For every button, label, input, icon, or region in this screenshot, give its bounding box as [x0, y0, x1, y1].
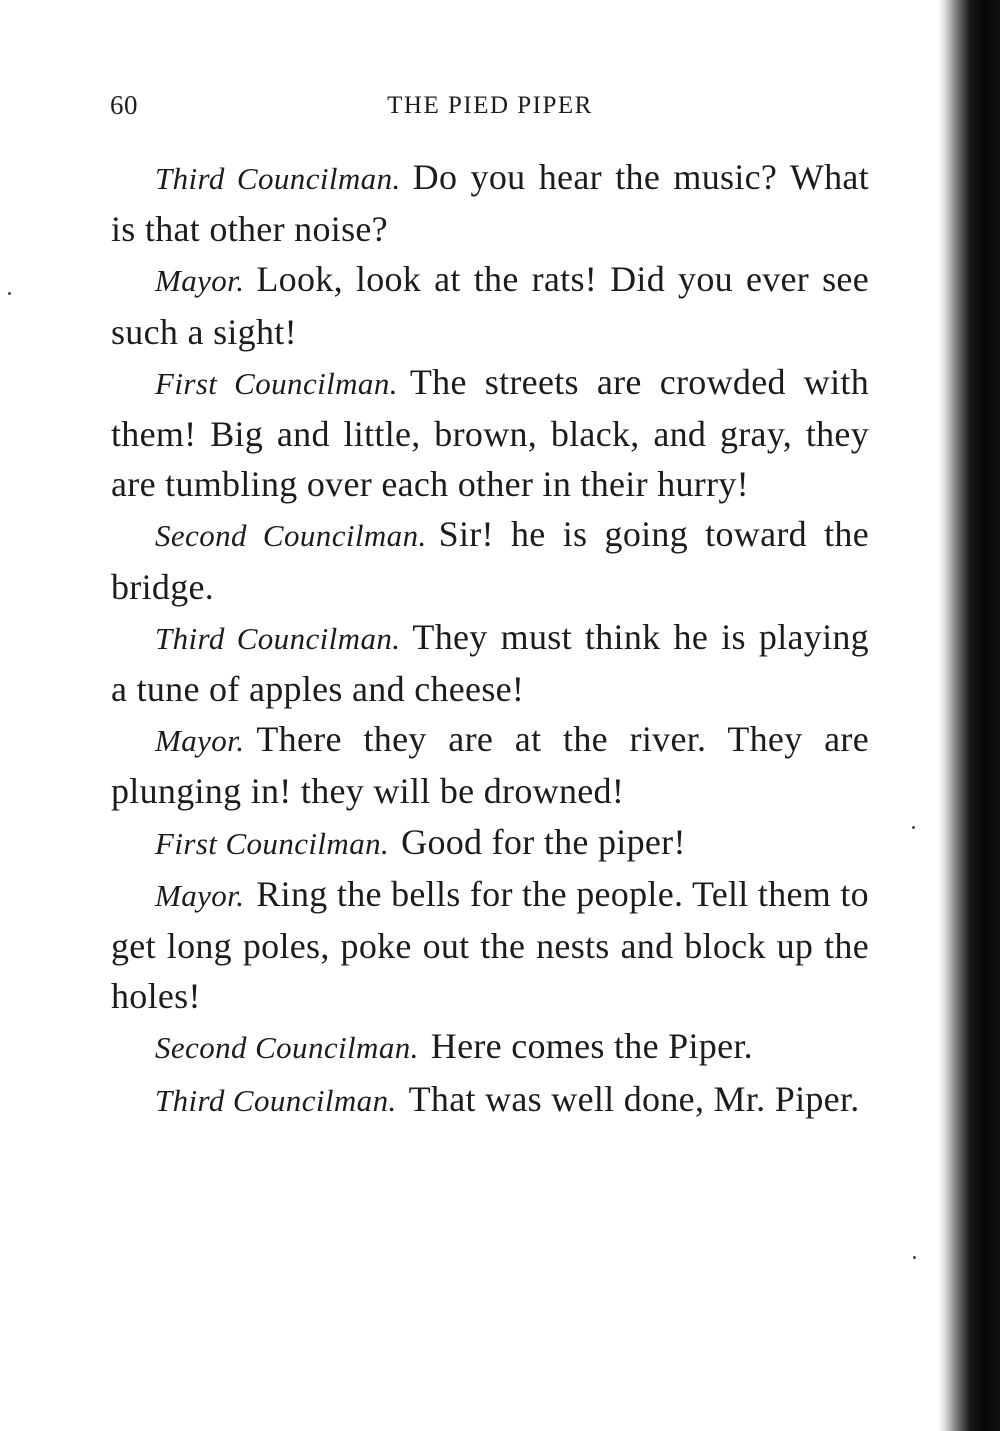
- scan-speck: [912, 826, 915, 829]
- dialogue-text: [111, 152, 869, 1126]
- speech-text: Good for the piper!: [401, 821, 686, 862]
- speech-text: Ring the bells for the people. Tell them to get long poles, poke out the nests and block up the holes!: [111, 873, 869, 1017]
- speech-text: There they are at the river. They are plunging in! they will be drowned!: [111, 719, 869, 812]
- speaker-name: Mayor.: [155, 263, 245, 299]
- speech-text: The streets are crowded with them! Big and little, brown, black, and gray, they are tumbling over each other in their hurry!: [111, 361, 870, 505]
- dialogue-paragraph: [111, 714, 869, 816]
- dialogue-paragraph: [111, 817, 869, 869]
- dialogue-paragraph: [111, 1021, 869, 1073]
- page-gutter-shadow: [938, 0, 1000, 1431]
- speaker-name: First Councilman.: [155, 365, 398, 401]
- speaker-name: Third Councilman.: [155, 1082, 397, 1118]
- speaker-name: Third Councilman.: [155, 620, 401, 656]
- speaker-name: First Councilman.: [155, 825, 390, 861]
- dialogue-paragraph: [111, 509, 869, 611]
- speaker-name: Second Councilman.: [155, 1030, 419, 1066]
- dialogue-paragraph: [111, 869, 869, 1022]
- speech-text: They must think he is playing a tune of apples and cheese!: [111, 616, 869, 710]
- speech-text: Do you hear the music? What is that other noise?: [111, 157, 869, 250]
- speaker-name: Third Councilman.: [155, 161, 401, 196]
- dialogue-paragraph: [111, 152, 869, 254]
- dialogue-paragraph: [111, 254, 869, 356]
- speech-text: Look, look at the rats! Did you ever see such a sight!: [111, 259, 869, 352]
- speaker-name: Mayor.: [155, 723, 245, 759]
- running-head: THE PIED PIPER: [387, 92, 593, 119]
- speech-text: Here comes the Piper.: [430, 1026, 753, 1067]
- speech-text: Sir! he is going toward the bridge.: [111, 514, 869, 607]
- page-header: [110, 90, 870, 130]
- page-number: 60: [110, 90, 138, 120]
- dialogue-paragraph: [111, 612, 869, 714]
- speaker-name: Mayor.: [155, 877, 245, 913]
- speaker-name: Second Councilman.: [155, 518, 427, 554]
- dialogue-paragraph: [111, 1074, 869, 1126]
- dialogue-paragraph: [111, 357, 869, 510]
- scan-speck: [913, 1256, 916, 1259]
- speech-text: That was well done, Mr. Piper.: [408, 1078, 860, 1119]
- scan-speck: [8, 292, 11, 295]
